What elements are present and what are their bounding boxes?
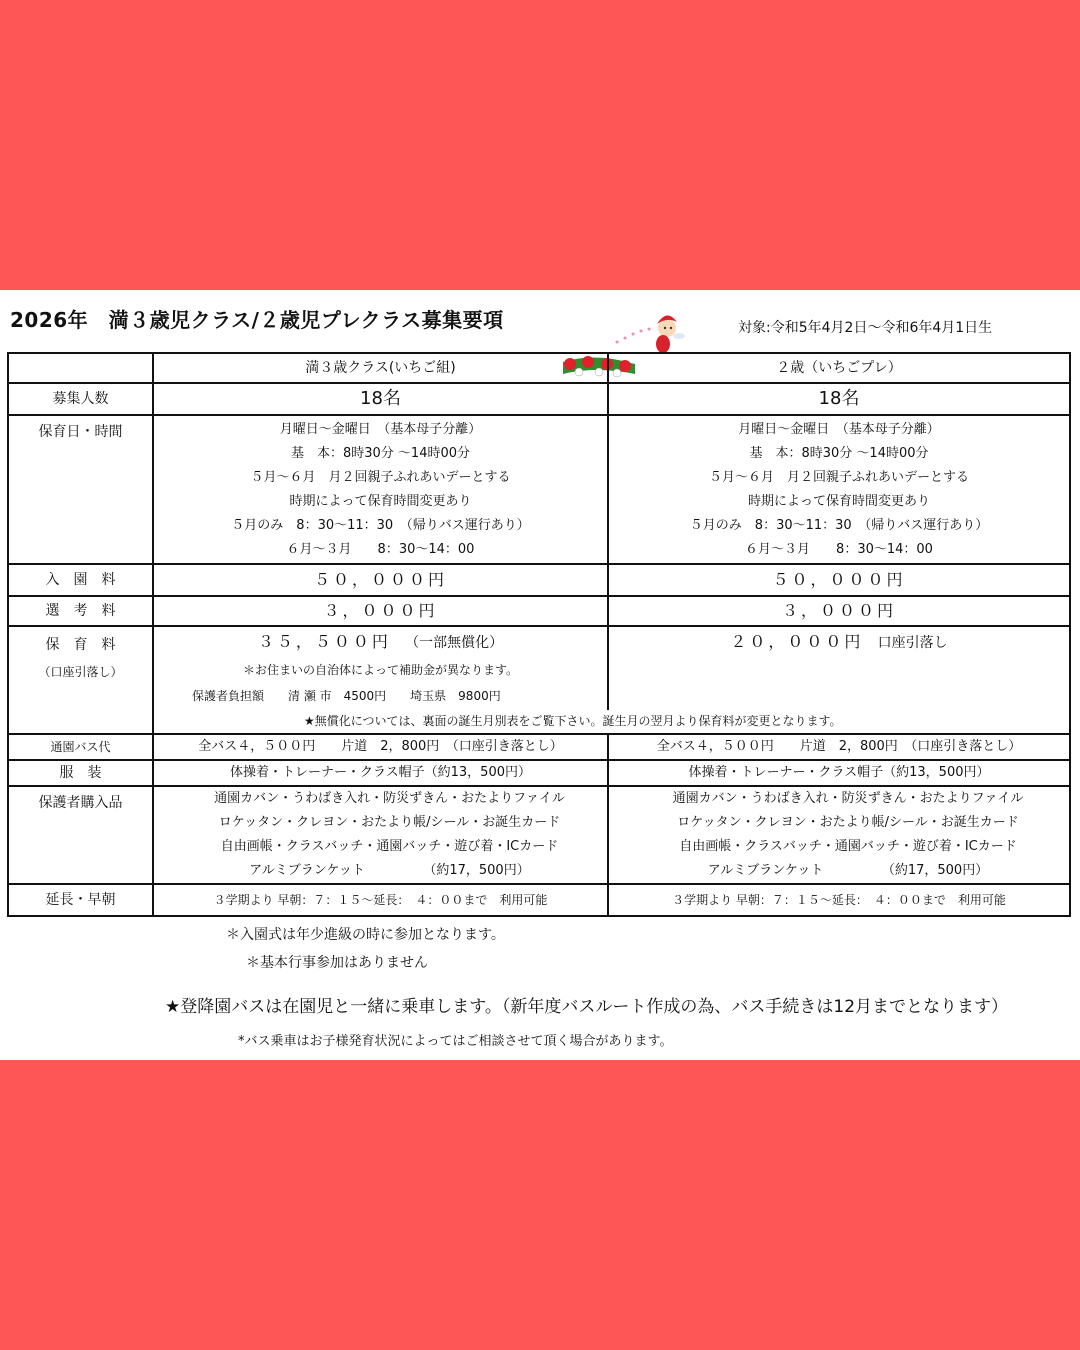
schedule-3yo: [153, 415, 608, 564]
purchase-line: 自由画帳・クラスバッチ・通園バッチ・遊び着・ICカード: [679, 839, 1017, 854]
label-admission-fee: 入 園 料: [8, 564, 153, 596]
purchase-line: 自由画帳・クラスバッチ・通園バッチ・遊び着・ICカード: [220, 839, 559, 854]
table-row: [8, 596, 1070, 626]
admission-fee-3yo: ５０，０００円: [153, 564, 608, 596]
tuition-amount-2yo: ２０，０００円: [730, 632, 864, 651]
label-purchase-items: 保護者購入品: [8, 786, 153, 884]
schedule-line: 基 本：8時30分 ～14時00分: [290, 445, 471, 461]
table-row: [8, 415, 1070, 564]
table-row: [8, 786, 1070, 884]
label-bus-fee: 通園バス代: [8, 734, 153, 760]
note-bus-consultation: *バス乗車はお子様発育状況によってはご相談させて頂く場合があります。: [238, 1034, 673, 1049]
bus-fee-2yo: 全バス４，５００円 片道 2，800円 （口座引き落とし）: [608, 734, 1070, 760]
subsidy-note: ＊お住まいの自治体によって補助金が異なります。: [242, 663, 519, 677]
schedule-line: 時期によって保育時間変更あり: [289, 493, 472, 509]
purchase-line: 通園カバン・うわばき入れ・防災ずきん・おたよりファイル: [214, 791, 565, 806]
purchase-line: ロケッタン・クレヨン・おたより帳/シール・お誕生カード: [218, 815, 561, 830]
label-schedule: 保育日・時間: [8, 415, 153, 564]
recruitment-table: [7, 352, 1071, 917]
exam-fee-2yo: ３，０００円: [608, 596, 1070, 626]
purchase-line: アルミブランケット （約17，500円）: [707, 863, 989, 878]
page-title: 2026年 満３歳児クラス/２歳児プレクラス募集要項: [10, 308, 504, 332]
schedule-line: ５月のみ 8：30～11：30 （帰りバス運行あり）: [689, 517, 989, 533]
bus-fee-3yo: 全バス４，５００円 片道 2，800円 （口座引き落とし）: [153, 734, 608, 760]
purchase-line: アルミブランケット （約17，500円）: [249, 863, 530, 878]
exam-fee-3yo: ３，０００円: [153, 596, 608, 626]
admission-fee-2yo: ５０，０００円: [608, 564, 1070, 596]
purchase-items-3yo: [153, 786, 608, 884]
table-row: [8, 884, 1070, 916]
note-bus-registration: ★登降園バスは在園児と一緒に乗車します。（新年度バスルート作成の為、バス手続きは12月までとなります）: [165, 997, 1009, 1017]
label-tuition: [8, 626, 153, 734]
schedule-line: ６月～３月 8：30～14：00: [286, 541, 475, 557]
guardian-burden: 保護者負担額 清 瀬 市 4500円 埼玉県 9800円: [192, 689, 501, 703]
header-class-3yo: 満３歳クラス(いちご組): [153, 353, 608, 383]
schedule-line: ５月～６月 月２回親子ふれあいデーとする: [250, 469, 511, 485]
table-row: [8, 710, 1070, 734]
target-birthdate-range: 対象:令和5年4月2日～令和6年4月1日生: [738, 320, 993, 336]
note-entrance-ceremony: ＊入園式は年少進級の時に参加となります。: [226, 927, 505, 943]
header-class-2yo: ２歳（いちごプレ）: [608, 353, 1070, 383]
note-events: ＊基本行事参加はありません: [246, 955, 428, 971]
tuition-sublabel: （口座引落し）: [38, 665, 123, 679]
purchase-line: ロケッタン・クレヨン・おたより帳/シール・お誕生カード: [677, 815, 1019, 830]
uniform-2yo: 体操着・トレーナー・クラス帽子（約13，500円）: [608, 760, 1070, 786]
schedule-line: ６月～３月 8：30～14：00: [745, 541, 933, 557]
schedule-line: ５月のみ 8：30～11：30 （帰りバス運行あり）: [231, 517, 530, 533]
label-capacity: 募集人数: [8, 383, 153, 415]
table-header-row: [8, 353, 1070, 383]
schedule-line: 基 本：8時30分 ～14時00分: [749, 445, 929, 461]
schedule-line: 月曜日～金曜日 （基本母子分離）: [279, 421, 482, 437]
table-row: [8, 734, 1070, 760]
tuition-amount-3yo: ３５，５００円: [257, 632, 391, 651]
extended-care-3yo: ３学期より 早朝：７：１５～延長： ４：００まで 利用可能: [153, 884, 608, 916]
table-row: [8, 564, 1070, 596]
uniform-3yo: 体操着・トレーナー・クラス帽子（約13，500円）: [153, 760, 608, 786]
label-exam-fee: 選 考 料: [8, 596, 153, 626]
tuition-footnote: ★無償化については、裏面の誕生月別表をご覧下さい。誕生月の翌月より保育料が変更となります。: [153, 710, 1070, 734]
header-empty-cell: [8, 353, 153, 383]
purchase-items-2yo: [608, 786, 1070, 884]
purchase-line: 通園カバン・うわばき入れ・防災ずきん・おたよりファイル: [672, 791, 1024, 806]
table-row: [8, 626, 1070, 710]
table-row: [8, 760, 1070, 786]
document-sheet: [0, 290, 1080, 1060]
tuition-2yo: [608, 626, 1070, 710]
label-uniform: 服 装: [8, 760, 153, 786]
tuition-note-2yo: 口座引落し: [877, 635, 948, 651]
schedule-line: 時期によって保育時間変更あり: [747, 493, 930, 509]
tuition-note-3yo: （一部無償化）: [405, 635, 504, 651]
tuition-3yo: [153, 626, 608, 710]
label-extended-care: 延長・早朝: [8, 884, 153, 916]
capacity-3yo: 18名: [153, 383, 608, 415]
schedule-2yo: [608, 415, 1070, 564]
schedule-line: ５月～６月 月２回親子ふれあいデーとする: [708, 469, 969, 485]
extended-care-2yo: ３学期より 早朝：７：１５～延長： ４：００まで 利用可能: [608, 884, 1070, 916]
schedule-line: 月曜日～金曜日 （基本母子分離）: [738, 421, 940, 437]
capacity-2yo: 18名: [608, 383, 1070, 415]
table-row: [8, 383, 1070, 415]
tuition-label: 保 育 料: [45, 637, 116, 653]
